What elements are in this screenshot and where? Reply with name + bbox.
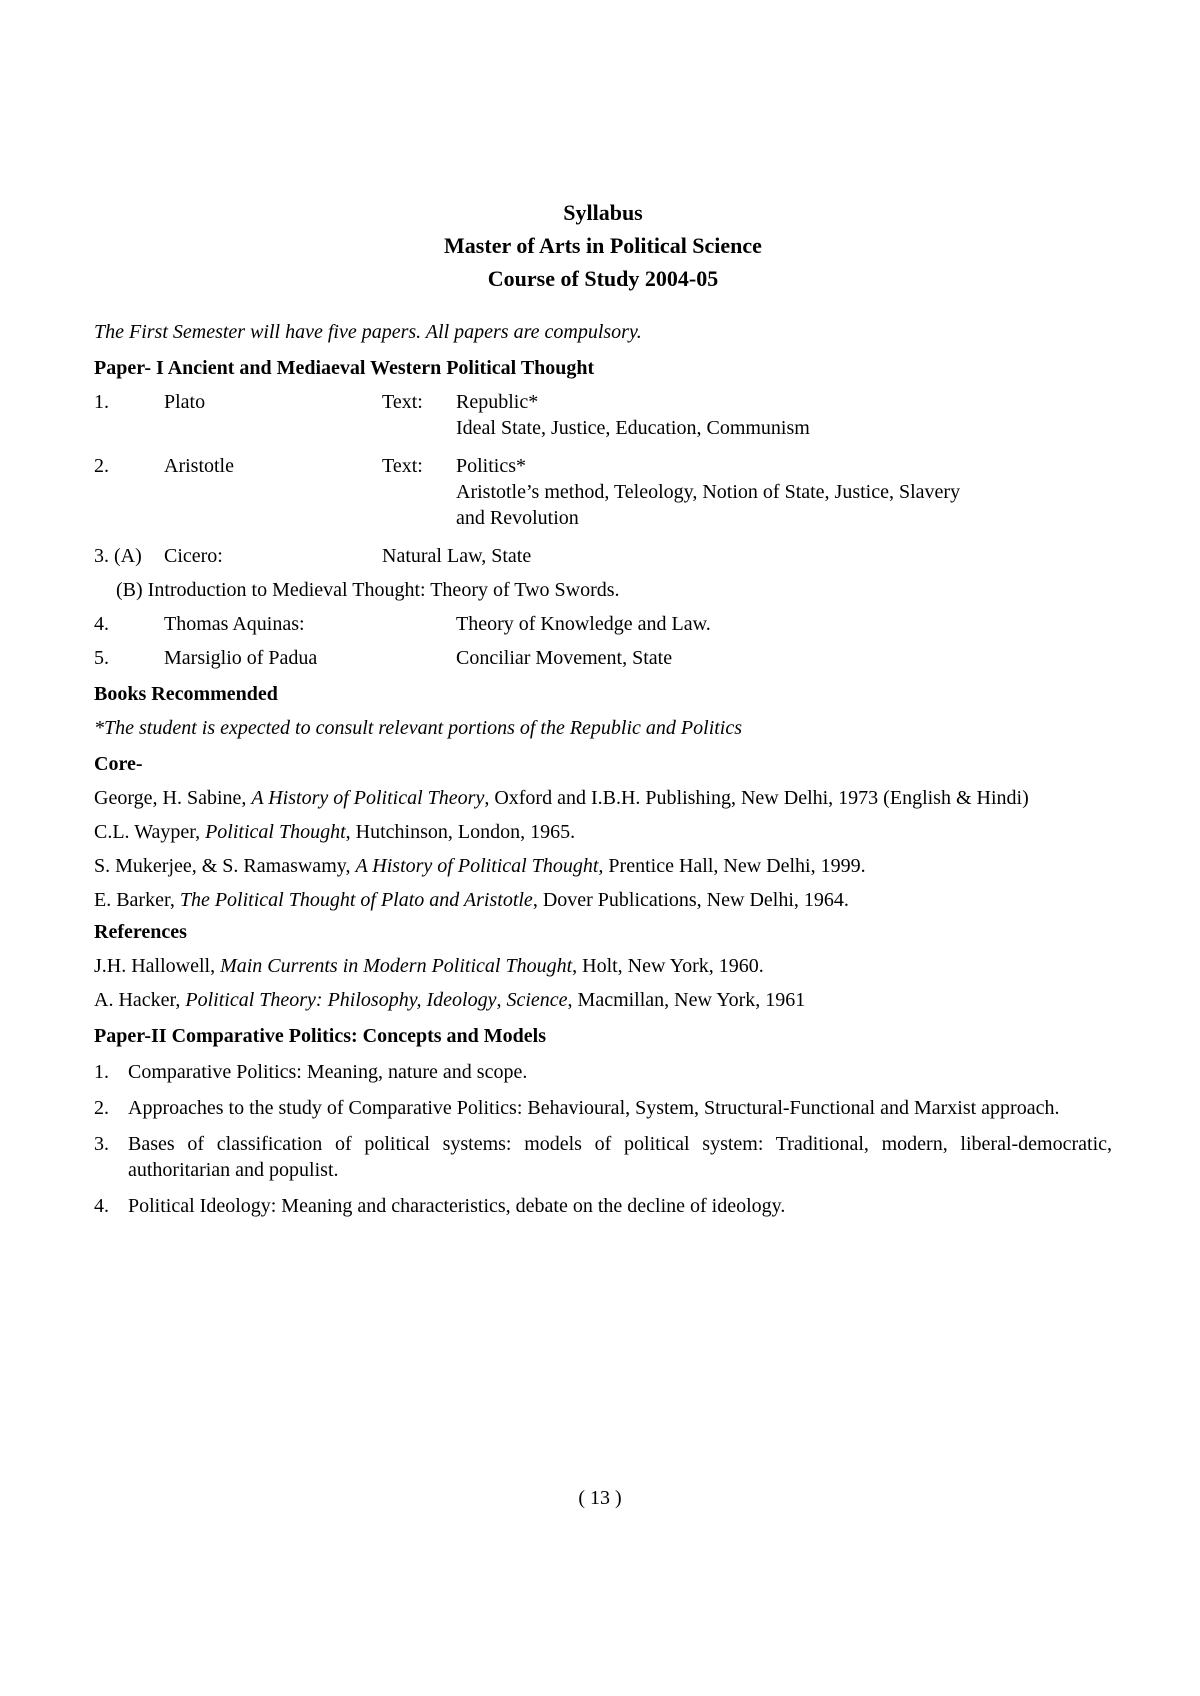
book-entry [94,819,1112,845]
paper-1-title: Paper- I Ancient and Mediaeval Western Political Thought [94,357,595,379]
book-publisher: , Holt, New York, 1960. [572,955,764,977]
topic-line: and Revolution [456,507,579,529]
text-label: Text: [382,391,423,413]
topic-line: Ideal State, Justice, Education, Communism [456,417,810,439]
topic-line: Politics* [456,455,527,477]
core-heading: Core- [94,753,143,775]
book-author: A. Hacker, [94,989,186,1011]
list-item [94,645,1112,671]
paper-2-title: Paper-II Comparative Politics: Concepts and Models [94,1025,546,1047]
item-number: 3. [94,1133,109,1155]
book-publisher: , Oxford and I.B.H. Publishing, New Delhi, 1973 (English & Hindi) [484,787,1029,809]
list-item [94,1193,1112,1219]
item-number: 2. [94,1097,109,1119]
list-item [94,1131,1112,1183]
topic-line: Republic* [456,391,539,413]
book-title: A History of Political Thought, [355,855,604,877]
book-title: Main Currents in Modern Political Thought [220,955,573,977]
book-title: Political Theory: Philosophy, Ideology [185,989,497,1011]
list-item [94,1059,1112,1085]
item-number: 4. [94,613,109,635]
item-number: 1. [94,1061,109,1083]
program-title: Master of Arts in Political Science [444,233,762,258]
syllabus-page [94,196,1112,1219]
book-author: C.L. Wayper, [94,821,206,843]
book-publisher: , Hutchinson, London, 1965. [345,821,576,843]
book-author: J.H. Hallowell, [94,955,221,977]
book-author: S. Mukerjee, & S. Ramaswamy, [94,855,356,877]
list-item [94,611,1112,637]
book-title: Science [506,989,568,1011]
list-item [94,1095,1112,1121]
reference-entry [94,953,1112,979]
references-heading: References [94,921,187,943]
topic-line: Natural Law, State [382,545,532,567]
book-entry [94,785,1112,811]
document-title: Syllabus [563,200,643,225]
book-entry [94,887,1112,913]
item-text: Comparative Politics: Meaning, nature and scope. [128,1061,528,1083]
course-year-title: Course of Study 2004-05 [487,266,719,291]
list-item [94,453,1112,531]
topic-line: Aristotle’s method, Teleology, Notion of State, Justice, Slavery [456,481,961,503]
topic-line: Conciliar Movement, State [456,647,673,669]
book-publisher: , Dover Publications, New Delhi, 1964. [532,889,849,911]
list-item: (B) Introduction to Medieval Thought: Theory of Two Swords. [116,579,620,601]
books-recommended-heading: Books Recommended [94,683,278,705]
title-separator: , [496,989,507,1011]
thinker-name: Marsiglio of Padua [164,647,318,669]
book-title: The Political Thought of Plato and Aristotle [179,889,533,911]
thinker-name: Plato [164,391,206,413]
book-title: Political Thought [205,821,346,843]
semester-intro: The First Semester will have five papers. All papers are compulsory. [94,321,642,343]
item-text: Political Ideology: Meaning and characteristics, debate on the decline of ideology. [128,1195,786,1217]
books-note: *The student is expected to consult relevant portions of the Republic and Politics [94,717,743,739]
list-item [94,389,1112,441]
book-publisher: , Macmillan, New York, 1961 [567,989,806,1011]
item-text: Approaches to the study of Comparative Politics: Behavioural, System, Structural-Functional and Marxist approach. [128,1097,1060,1119]
thinker-name: Cicero: [164,545,223,567]
page-number: ( 13 ) [578,1487,622,1509]
item-number: 4. [94,1195,109,1217]
list-item [94,543,1112,569]
thinker-name: Thomas Aquinas: [164,613,305,635]
book-publisher: Prentice Hall, New Delhi, 1999. [603,855,866,877]
item-number: 1. [94,391,109,413]
book-author: E. Barker, [94,889,180,911]
thinker-name: Aristotle [164,455,234,477]
text-label: Text: [382,455,423,477]
item-number: 3. (A) [94,545,142,567]
book-title: A History of Political Theory [251,787,485,809]
book-author: George, H. Sabine, [94,787,252,809]
book-entry [94,853,1112,879]
item-text: Bases of classification of political systems: models of political system: Traditional, modern, liberal-democratic, authoritarian and populist. [128,1133,1112,1181]
reference-entry [94,987,1112,1013]
topic-line: Theory of Knowledge and Law. [456,613,711,635]
item-number: 5. [94,647,109,669]
item-number: 2. [94,455,109,477]
